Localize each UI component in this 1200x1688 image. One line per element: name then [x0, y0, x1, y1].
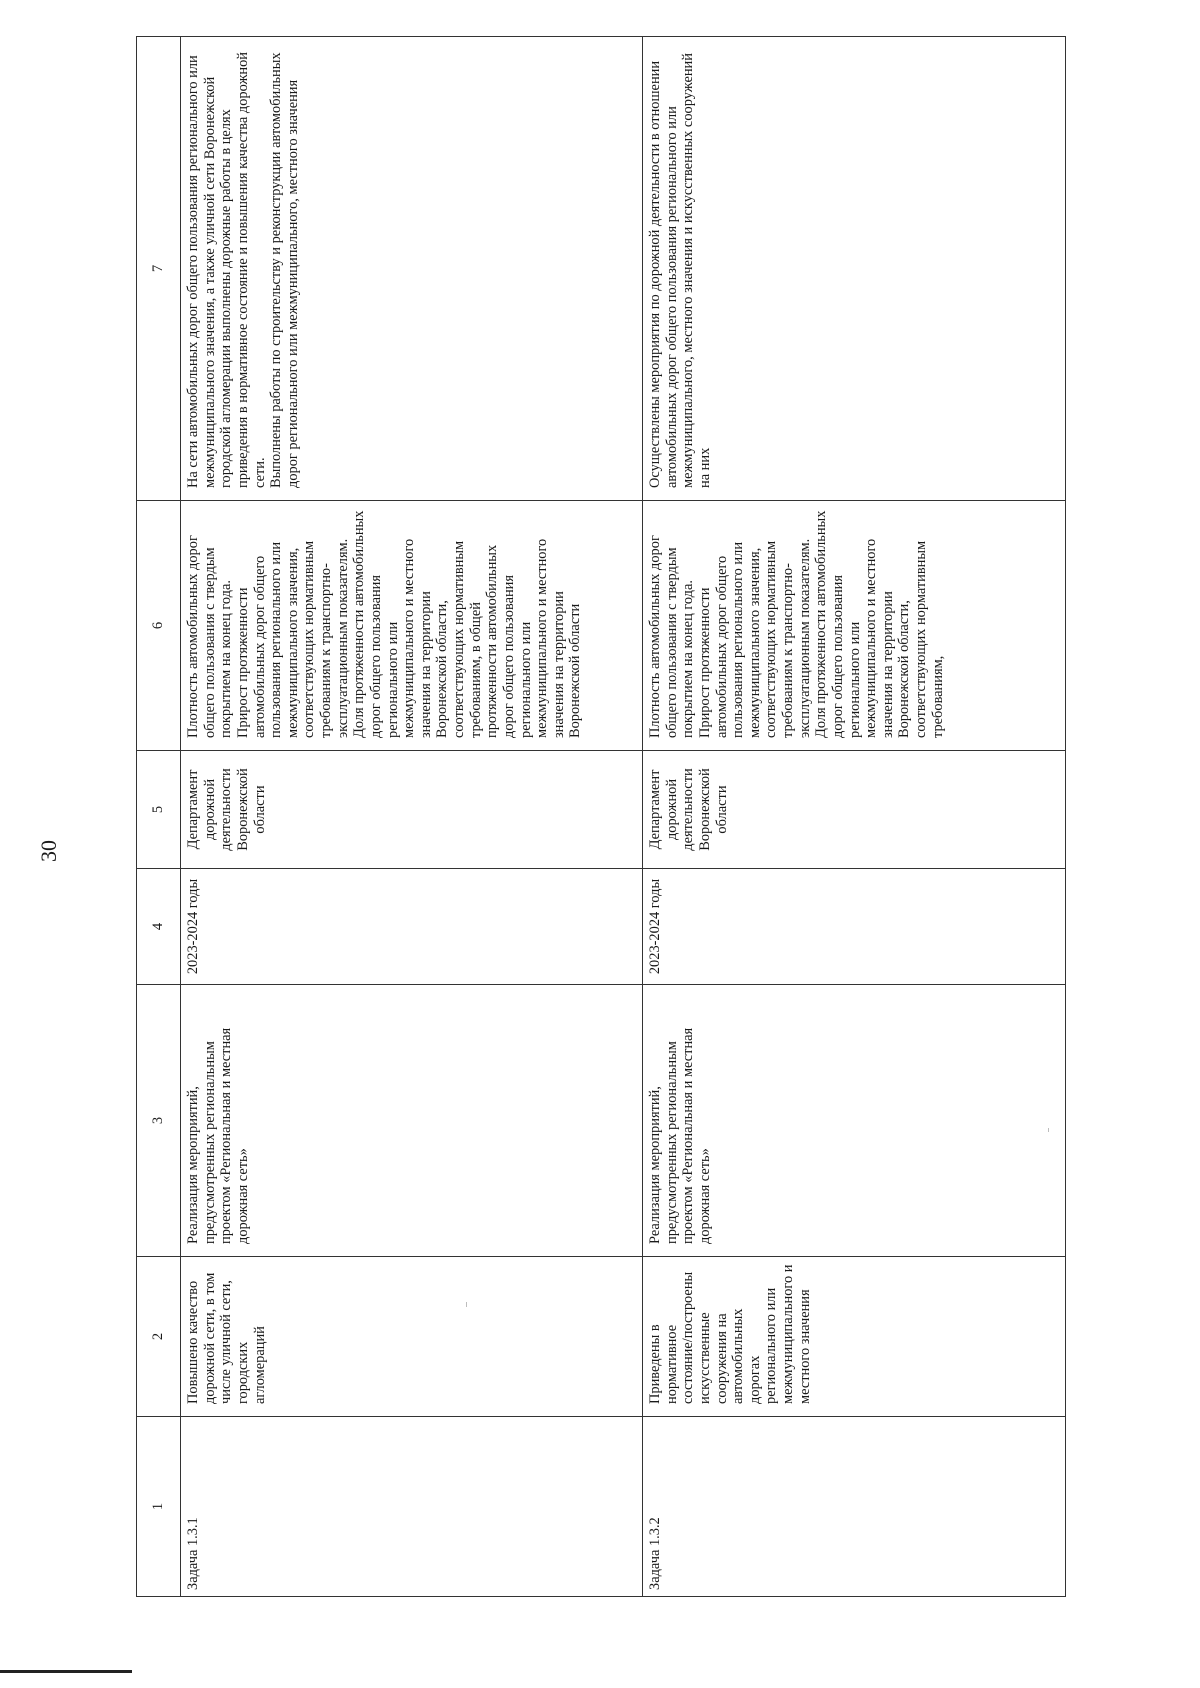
page-edge-mark: [0, 1670, 132, 1673]
scan-speck: [466, 1302, 467, 1307]
period-cell: 2023-2024 годы: [181, 869, 643, 985]
table-row: [643, 37, 1066, 1597]
rotated-table-container: [136, 37, 1066, 1597]
column-number: 2: [137, 1257, 181, 1417]
column-number: 4: [137, 869, 181, 985]
column-number: 5: [137, 751, 181, 869]
column-number-row: [137, 37, 181, 1597]
measures-table: [136, 36, 1066, 1597]
table-row: [181, 37, 643, 1597]
indicators-cell: Плотность автомобильных дорог общего пользования с твердым покрытием на конец года. Прирост протяженности автомобильных дорог общего пользования регионального или межмуниципального значения, соответствующих нормативным требованиям к транспортно-эксплуатационным показателям. Доля протяженности автомобильных дорог общего пользования регионального или межмуниципального и местного значения на территории Воронежской области, соответствующих нормативным требованиям,: [643, 501, 1066, 751]
scan-speck: [1048, 1128, 1049, 1132]
measure-cell: Реализация мероприятий, предусмотренных региональным проектом «Региональная и местная дорожная сеть»: [181, 985, 643, 1257]
column-number: 6: [137, 501, 181, 751]
task-cell: Задача 1.3.2: [643, 1417, 1066, 1597]
result-cell: Повышено качество дорожной сети, в том числе уличной сети, городских агломераций: [181, 1257, 643, 1417]
result-cell: Приведены в нормативное состояние/построены искусственные сооружения на автомобильных дорогах регионального или межмуниципального и местного значения: [643, 1257, 1066, 1417]
task-cell: Задача 1.3.1: [181, 1417, 643, 1597]
outcome-cell: На сети автомобильных дорог общего пользования регионального или межмуниципального значения, а также уличной сети Воронежской городской агломерации выполнены дорожные работы в целях приведения в нормативное состояние и повышения качества дорожной сети. Выполнены работы по строительству и реконструкции автомобильных дорог регионального или межмуниципального, местного значения: [181, 37, 643, 501]
page-number: 30: [36, 840, 61, 862]
outcome-cell: Осуществлены мероприятия по дорожной деятельности в отношении автомобильных дорог общего пользования регионального или межмуниципального, местного значения и искусственных сооружений на них: [643, 37, 1066, 501]
column-number: 7: [137, 37, 181, 501]
executor-cell: Департамент дорожной деятельности Воронежской области: [181, 751, 643, 869]
period-cell: 2023-2024 годы: [643, 869, 1066, 985]
indicators-cell: Плотность автомобильных дорог общего пользования с твердым покрытием на конец года. Прирост протяженности автомобильных дорог общего пользования регионального или межмуниципального значения, соответствующих нормативным требованиям к транспортно-эксплуатационным показателям. Доля протяженности автомобильных дорог общего пользования регионального или межмуниципального и местного значения на территории Воронежской области, соответствующих нормативным требованиям, в общей протяженности автомобильных дорог общего пользования регионального или межмуниципального и местного значения на территории Воронежской области: [181, 501, 643, 751]
executor-cell: Департамент дорожной деятельности Воронежской области: [643, 751, 1066, 869]
column-number: 1: [137, 1417, 181, 1597]
measure-cell: Реализация мероприятий, предусмотренных региональным проектом «Региональная и местная дорожная сеть»: [643, 985, 1066, 1257]
column-number: 3: [137, 985, 181, 1257]
